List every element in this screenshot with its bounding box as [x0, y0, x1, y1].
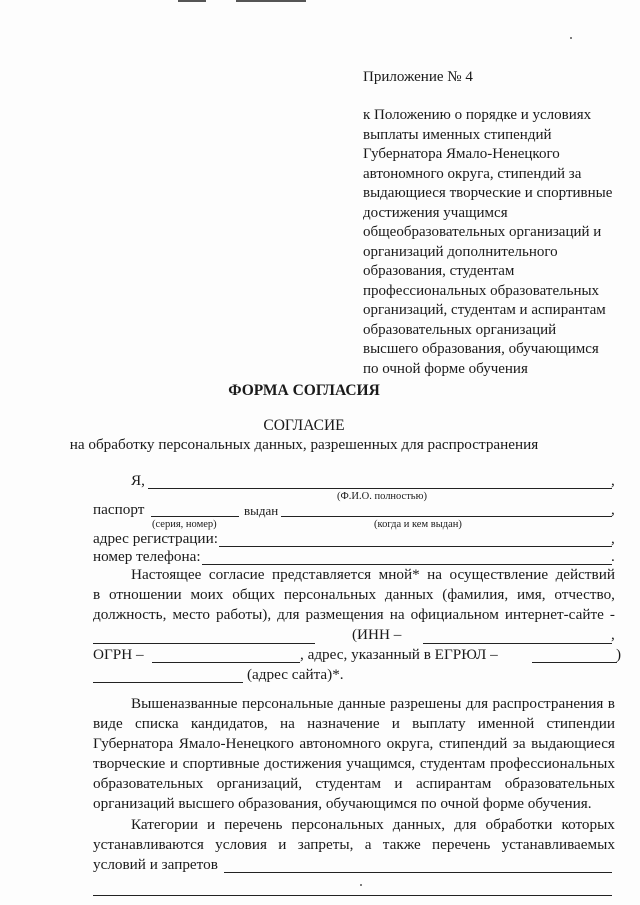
consent-subtitle: на обработку персональных данных, разрешенных для распространения — [69, 436, 539, 453]
form-title: ФОРМА СОГЛАСИЯ — [228, 382, 380, 399]
punct: . — [611, 548, 615, 565]
site-field[interactable] — [93, 682, 243, 683]
fio-field[interactable] — [148, 488, 612, 489]
issued-caption: (когда и кем выдан) — [374, 519, 462, 530]
site-label: (адрес сайта)*. — [247, 666, 344, 683]
appendix-number: Приложение № 4 — [363, 69, 473, 85]
i-label: Я, — [131, 472, 145, 489]
paragraph3-line: устанавливаются условия и запреты, а также перечень устанавливаемых — [93, 836, 615, 853]
appendix-line: образования, студентам — [363, 263, 515, 279]
appendix-line: достижения учащимся — [363, 204, 508, 221]
fio-caption: (Ф.И.О. полностью) — [337, 491, 427, 502]
punct: ) — [616, 646, 622, 663]
paragraph1-line: Настоящее согласие представляется мной* на осуществление действий — [131, 566, 615, 583]
scan-speck — [360, 884, 362, 886]
paragraph3-line: Категории и перечень персональных данных, для обработки которых — [131, 816, 615, 833]
paragraph1-line: в отношении моих общих персональных данных (фамилия, имя, отчество, — [93, 586, 615, 603]
appendix-line: автономного округа, стипендий за — [363, 165, 582, 182]
appendix-line: Губернатора Ямало-Ненецкого — [363, 146, 560, 162]
egrul-address-field[interactable] — [532, 662, 617, 663]
inn-label: (ИНН – — [352, 626, 402, 643]
passport-issued-field[interactable] — [281, 516, 612, 517]
appendix-line: выплаты именных стипендий — [363, 126, 552, 143]
address-field[interactable] — [219, 546, 612, 547]
appendix-line: профессиональных образовательных — [363, 282, 600, 299]
paragraph2-last-line: организаций высшего образования, обучающимся по очной форме обучения. — [93, 795, 592, 812]
appendix-line: образовательных организаций — [363, 321, 557, 338]
paragraph2-line: творческие и спортивные достижения учащимся, студентам профессиональных — [93, 755, 615, 772]
ogrn-label: ОГРН – — [93, 646, 144, 663]
passport-label: паспорт — [93, 501, 145, 518]
egrul-label: , адрес, указанный в ЕГРЮЛ – — [300, 646, 498, 663]
address-label: адрес регистрации: — [93, 530, 218, 547]
appendix-line: по очной форме обучения — [363, 360, 528, 377]
punct: , — [611, 530, 615, 547]
consent-title: СОГЛАСИЕ — [263, 417, 345, 434]
appendix-line: общеобразовательных организаций и — [363, 224, 602, 240]
paragraph2-line: виде списка кандидатов, на назначение и выплату именной стипендии — [93, 715, 615, 732]
appendix-line: организаций, студентам и аспирантам — [363, 302, 606, 318]
paragraph3-last-line: условий и запретов — [93, 856, 218, 873]
punct: , — [611, 626, 615, 643]
conditions-field[interactable] — [224, 872, 612, 873]
appendix-reference — [363, 106, 612, 379]
scan-speck — [570, 37, 572, 39]
paragraph2-line: Вышеназванные персональные данные разрешены для распространения в — [131, 695, 615, 712]
scan-mark — [236, 0, 306, 2]
inn-field[interactable] — [423, 643, 612, 644]
paragraph2-line: образовательных организаций, студентам и аспирантам образовательных — [93, 775, 615, 792]
appendix-line: выдающиеся творческие и спортивные — [363, 185, 613, 201]
issued-label: выдан — [244, 503, 279, 518]
appendix-line: высшего образования, обучающимся — [363, 341, 599, 357]
punct: , — [611, 472, 615, 489]
paragraph2-line: Губернатора Ямало-Ненецкого автономного округа, стипендий за выдающиеся — [93, 735, 615, 752]
appendix-line: к Положению о порядке и условиях — [363, 107, 592, 123]
phone-field[interactable] — [202, 564, 612, 565]
punct: , — [611, 501, 615, 518]
org-name-field[interactable] — [93, 643, 315, 644]
conditions-field-continued[interactable] — [93, 895, 612, 896]
series-caption: (серия, номер) — [152, 519, 217, 530]
paragraph1-line: должность, место работы), для размещения на официальном интернет-сайте - — [93, 606, 615, 623]
ogrn-field[interactable] — [152, 662, 300, 663]
phone-label: номер телефона: — [93, 548, 201, 565]
appendix-line: организаций дополнительного — [363, 243, 558, 260]
passport-number-field[interactable] — [151, 516, 239, 517]
scan-mark — [178, 0, 206, 2]
